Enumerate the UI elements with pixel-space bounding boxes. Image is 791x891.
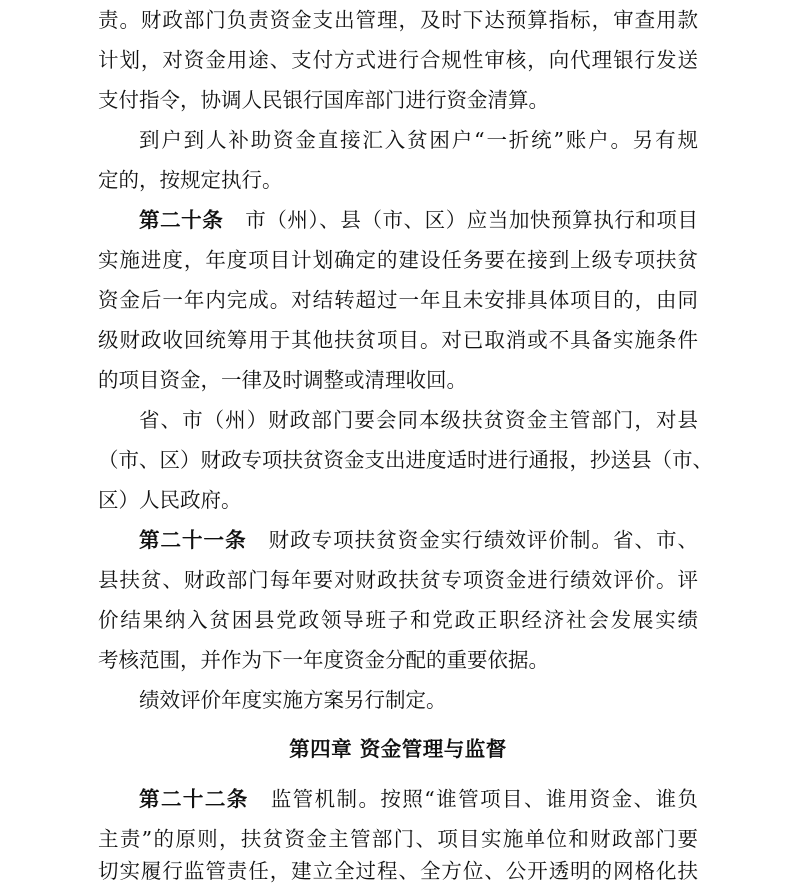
article-number: 第二十一条 xyxy=(139,528,247,552)
text-line: 资金后一年内完成。对结转超过一年且未安排具体项目的，由同 xyxy=(98,288,698,312)
text-line: 的项目资金，一律及时调整或清理收回。 xyxy=(98,368,467,392)
text-line: 绩效评价年度实施方案另行制定。 xyxy=(139,688,447,712)
text-line: 主责”的原则，扶贫资金主管部门、项目实施单位和财政部门要 xyxy=(98,827,698,851)
text-line: 实施进度，年度项目计划确定的建设任务要在接到上级专项扶贫 xyxy=(98,248,698,272)
text-line: 支付指令，协调人民银行国库部门进行资金清算。 xyxy=(98,88,549,112)
text-line: 价结果纳入贫困县党政领导班子和党政正职经济社会发展实绩 xyxy=(98,608,698,632)
text-line: 定的，按规定执行。 xyxy=(98,168,283,192)
article-22-first-line xyxy=(139,779,698,819)
text-line: 县扶贫、财政部门每年要对财政扶贫专项资金进行绩效评价。评 xyxy=(98,568,698,592)
article-number: 第二十条 xyxy=(139,208,224,232)
text-line: 监管机制。按照“谁管项目、谁用资金、谁负 xyxy=(270,787,699,811)
text-line: （市、区）财政专项扶贫资金支出进度适时进行通报，抄送县（市、 xyxy=(98,448,713,472)
text-line: 计划，对资金用途、支付方式进行合规性审核，向代理银行发送 xyxy=(98,48,698,72)
text-line: 级财政收回统筹用于其他扶贫项目。对已取消或不具备实施条件 xyxy=(98,328,698,352)
text-line: 财政专项扶贫资金实行绩效评价制。省、市、 xyxy=(268,528,699,552)
text-line: 考核范围，并作为下一年度资金分配的重要依据。 xyxy=(98,648,549,672)
article-21-first-line xyxy=(139,520,698,560)
text-line: 市（州）、县（市、区）应当加快预算执行和项目 xyxy=(245,208,698,232)
article-20-first-line xyxy=(139,200,698,240)
text-line: 责。财政部门负责资金支出管理，及时下达预算指标，审查用款 xyxy=(98,8,698,32)
text-line: 切实履行监管责任，建立全过程、全方位、公开透明的网格化扶 xyxy=(98,859,698,883)
article-number: 第二十二条 xyxy=(139,787,249,811)
chapter-heading: 第四章 资金管理与监督 xyxy=(289,737,507,761)
text-line: 省、市（州）财政部门要会同本级扶贫资金主管部门，对县 xyxy=(139,408,698,432)
text-line: 区）人民政府。 xyxy=(98,488,242,512)
text-line: 到户到人补助资金直接汇入贫困户“一折统”账户。另有规 xyxy=(139,128,698,152)
